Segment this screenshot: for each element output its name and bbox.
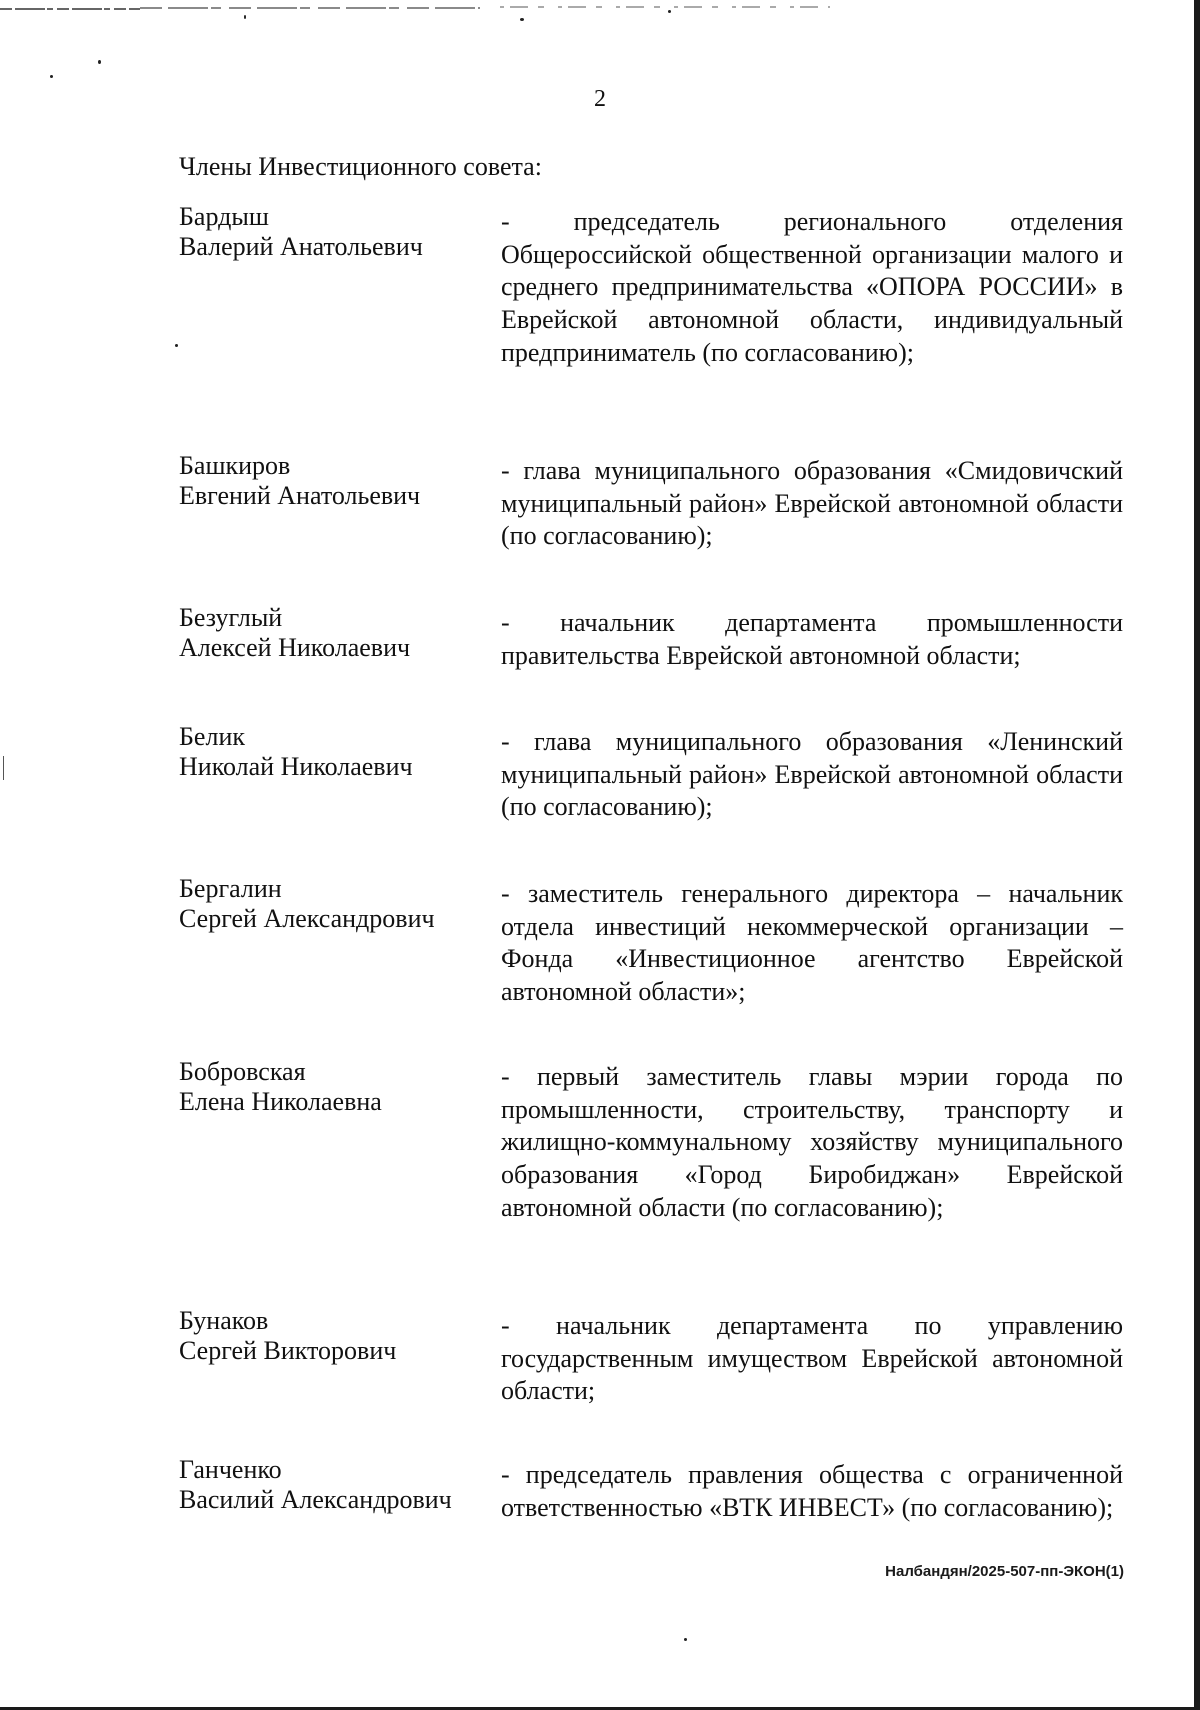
scan-top-edge — [0, 2, 830, 16]
member-role: - председатель регионального отделения Общероссийской общественной организации малого и среднего предпринимательства «ОПОРА РОССИИ» в Еврейской автономной области, индивидуальный предприниматель (по согласованию); — [501, 207, 1123, 367]
member-given-names: Василий Александрович — [179, 1485, 452, 1514]
member-name — [179, 722, 479, 782]
member-name — [179, 451, 479, 511]
member-role: - председатель правления общества с ограниченной ответственностью «ВТК ИНВЕСТ» (по согласованию); — [501, 1460, 1123, 1522]
member-name — [179, 1306, 479, 1366]
document-code: Налбандян/2025-507-пп-ЭКОН(1) — [885, 1563, 1124, 1580]
member-role: - первый заместитель главы мэрии города по промышленности, строительству, транспорту и жилищно-коммунальному хозяйству муниципального образования «Город Биробиджан» Еврейской автономной области (по согласованию); — [501, 1062, 1123, 1222]
member-role: - начальник департамента по управлению государственным имуществом Еврейской автономной области; — [501, 1311, 1123, 1406]
scan-speck — [50, 75, 53, 78]
member-given-names: Сергей Викторович — [179, 1336, 397, 1365]
member-surname: Бардыш — [179, 202, 269, 231]
scan-speck — [98, 60, 101, 64]
member-role: - глава муниципального образования «Смидовичский муниципальный район» Еврейской автономной области (по согласованию); — [501, 456, 1123, 551]
scan-speck — [175, 344, 178, 347]
member-role: - глава муниципального образования «Ленинский муниципальный район» Еврейской автономной области (по согласованию); — [501, 727, 1123, 822]
member-surname: Бобровская — [179, 1057, 306, 1086]
page-number: 2 — [594, 86, 606, 112]
scan-speck — [684, 1638, 687, 1641]
member-surname: Ганченко — [179, 1455, 282, 1484]
member-given-names: Алексей Николаевич — [179, 633, 411, 662]
member-role: - начальник департамента промышленности правительства Еврейской автономной области; — [501, 608, 1123, 670]
member-surname: Безуглый — [179, 603, 283, 632]
member-name — [179, 1057, 479, 1117]
member-surname: Белик — [179, 722, 245, 751]
member-given-names: Евгений Анатольевич — [179, 481, 421, 510]
member-name — [179, 874, 479, 934]
member-name — [179, 1455, 479, 1515]
member-given-names: Сергей Александрович — [179, 904, 435, 933]
member-given-names: Николай Николаевич — [179, 752, 413, 781]
scan-right-edge — [1194, 0, 1200, 1710]
scan-left-mark — [3, 756, 4, 780]
member-name — [179, 202, 479, 262]
section-heading: Члены Инвестиционного совета: — [179, 152, 542, 181]
scan-speck — [520, 18, 524, 21]
member-name — [179, 603, 479, 663]
member-surname: Башкиров — [179, 451, 291, 480]
member-given-names: Елена Николаевна — [179, 1087, 382, 1116]
member-surname: Бунаков — [179, 1306, 269, 1335]
member-surname: Бергалин — [179, 874, 282, 903]
member-role: - заместитель генерального директора – начальник отдела инвестиций некоммерческой организации – Фонда «Инвестиционное агентство Еврейской автономной области»; — [501, 879, 1123, 1007]
scan-speck — [668, 10, 671, 13]
scan-speck — [244, 15, 246, 19]
member-given-names: Валерий Анатольевич — [179, 232, 423, 261]
